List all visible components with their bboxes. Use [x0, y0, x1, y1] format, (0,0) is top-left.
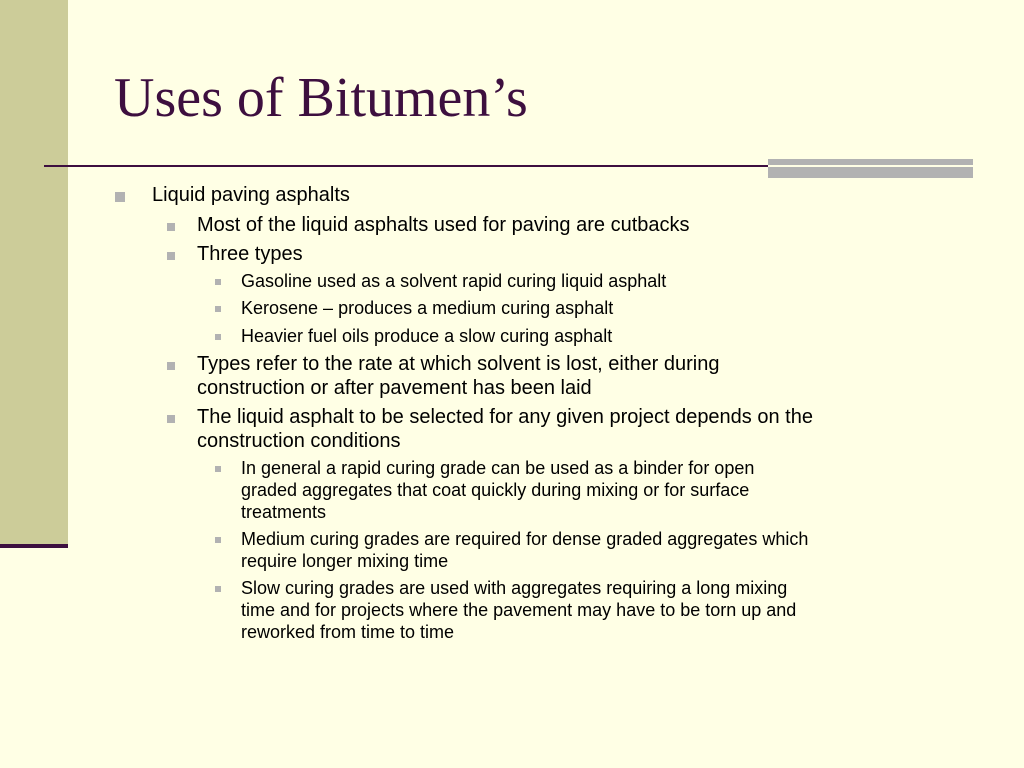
square-bullet-icon	[167, 223, 175, 231]
bullet-text: Liquid paving asphalts	[152, 184, 350, 206]
square-bullet-icon	[215, 306, 221, 312]
square-bullet-icon	[215, 334, 221, 340]
bullet-text-line: In general a rapid curing grade can be used as a binder for open	[241, 458, 755, 478]
bullet-text-line: Medium curing grades are required for dense graded aggregates which	[241, 529, 809, 549]
bullet-text-line: graded aggregates that coat quickly during mixing or for surface	[241, 480, 750, 500]
bullet-text-line: Types refer to the rate at which solvent is lost, either during	[197, 353, 720, 375]
bullet-text: Kerosene – produces a medium curing asphalt	[241, 298, 614, 318]
bullet-text-line: treatments	[241, 502, 327, 522]
square-bullet-icon	[115, 192, 125, 202]
square-bullet-icon	[215, 466, 221, 472]
bullet-text: Most of the liquid asphalts used for paving are cutbacks	[197, 214, 690, 236]
square-bullet-icon	[215, 537, 221, 543]
bullet-text: Three types	[197, 243, 303, 265]
square-bullet-icon	[167, 252, 175, 260]
square-bullet-icon	[215, 586, 221, 592]
square-bullet-icon	[215, 279, 221, 285]
slide-title: Uses of Bitumen’s	[114, 67, 528, 129]
bullet-text-line: construction conditions	[197, 430, 401, 452]
bullet-text-line: The liquid asphalt to be selected for any given project depends on the	[197, 406, 813, 428]
square-bullet-icon	[167, 362, 175, 370]
bullet-text: Gasoline used as a solvent rapid curing liquid asphalt	[241, 271, 667, 291]
bullet-text-line: Slow curing grades are used with aggregates requiring a long mixing	[241, 578, 788, 598]
bullet-text-line: require longer mixing time	[241, 551, 449, 571]
square-bullet-icon	[167, 415, 175, 423]
bullet-text: Heavier fuel oils produce a slow curing asphalt	[241, 326, 613, 346]
bullet-text-line: reworked from time to time	[241, 622, 455, 642]
bullet-text-line: construction or after pavement has been laid	[197, 377, 592, 399]
bullet-text-line: time and for projects where the pavement may have to be torn up and	[241, 600, 797, 620]
